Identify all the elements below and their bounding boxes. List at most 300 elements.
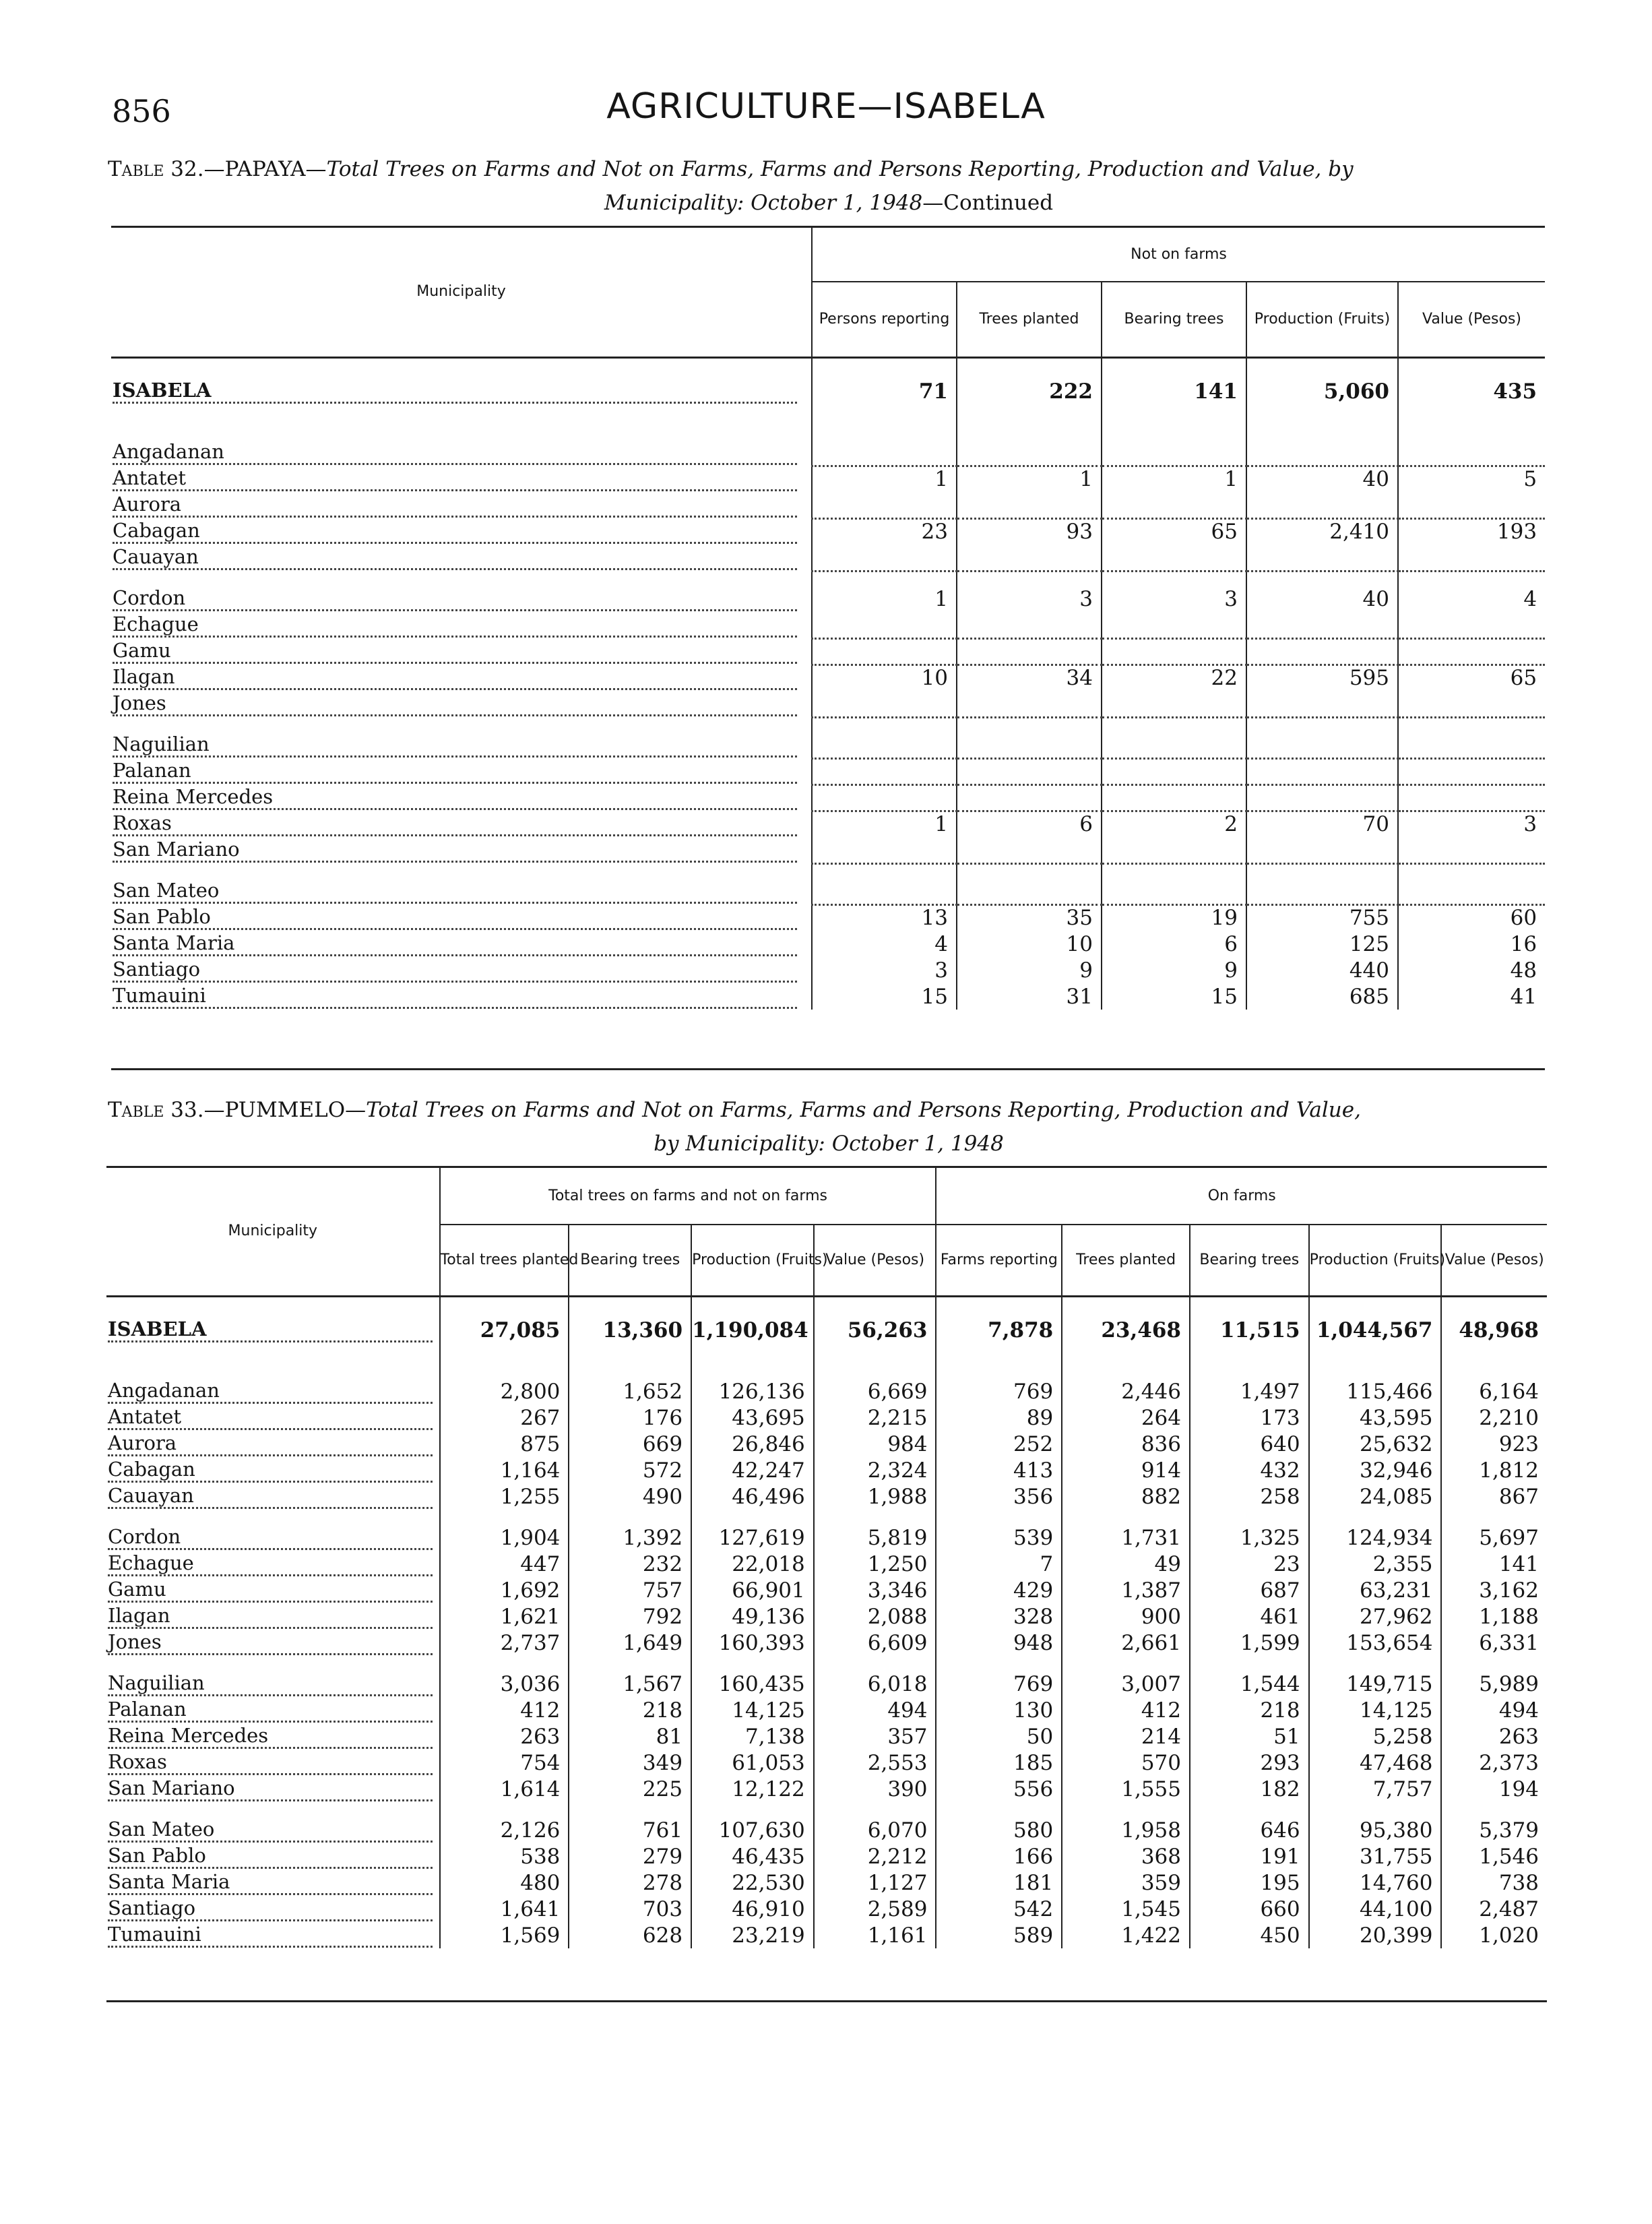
- table33-cell: 480: [440, 1870, 569, 1896]
- table33-cell: 1,161: [814, 1922, 936, 1948]
- table33-cell: 1,127: [814, 1870, 936, 1896]
- table33-cell: 214: [1062, 1723, 1190, 1750]
- table33-cell: 703: [569, 1896, 691, 1922]
- table32-cell: 40: [1246, 571, 1398, 612]
- table32-cell: [1398, 717, 1545, 758]
- table32-cell: [1246, 758, 1398, 784]
- table32-cell: 41: [1398, 983, 1545, 1010]
- table33-cell: 27,085: [440, 1296, 569, 1363]
- table33-municipality-name: Cauayan: [108, 1484, 433, 1509]
- table33-municipality-name: Roxas: [108, 1750, 433, 1775]
- table32-cell: [957, 784, 1102, 811]
- table33-row: [106, 1656, 1547, 1697]
- table32-cell: [957, 758, 1102, 784]
- table33-cell: 12,122: [691, 1776, 814, 1802]
- table33-cell: 14,125: [691, 1697, 814, 1723]
- table32-cell: 6: [1102, 931, 1246, 957]
- table33-cell: 450: [1190, 1922, 1309, 1948]
- table33-cell: 5,258: [1309, 1723, 1442, 1750]
- table33-cell: 6,609: [814, 1630, 936, 1656]
- table32-cell: [812, 612, 957, 638]
- table33-cell: 589: [936, 1922, 1062, 1948]
- table32-row: [111, 691, 1545, 717]
- table32-row: [111, 545, 1545, 571]
- table33-cell: 1,497: [1190, 1363, 1309, 1404]
- table32-municipality-name: Reina Mercedes: [113, 785, 797, 810]
- table32-municipality-name: Naguilian: [113, 733, 797, 758]
- table33-row: [106, 1483, 1547, 1510]
- table33-cell: 2,373: [1441, 1750, 1547, 1776]
- table32-cell: 595: [1246, 665, 1398, 691]
- table32-title-suffix: —Continued: [922, 191, 1054, 215]
- table32-cell: [1246, 863, 1398, 904]
- table33-cell: 2,800: [440, 1363, 569, 1404]
- table32-cell: [1102, 638, 1246, 665]
- table33-cell: 359: [1062, 1870, 1190, 1896]
- table33-cell: 490: [569, 1483, 691, 1510]
- table32-title-lead: —PAPAYA—: [203, 157, 327, 181]
- table32-cell: 9: [1102, 957, 1246, 983]
- table33-cell: 141: [1441, 1551, 1547, 1577]
- table32-cell: 3: [1398, 811, 1545, 837]
- table33-cell: 6,331: [1441, 1630, 1547, 1656]
- table33-cell: 1,988: [814, 1483, 936, 1510]
- table32-cell: 10: [812, 665, 957, 691]
- table33-cell: 182: [1190, 1776, 1309, 1802]
- table33-cell: 572: [569, 1457, 691, 1483]
- table32-municipality-name: San Pablo: [113, 905, 797, 930]
- table32-cell: [1398, 545, 1545, 571]
- table33-row: [106, 1404, 1547, 1431]
- table33-cell: 95,380: [1309, 1802, 1442, 1843]
- table33-cell: 769: [936, 1656, 1062, 1697]
- table32-cell: [1246, 638, 1398, 665]
- table32-row: [111, 571, 1545, 612]
- table33-municipality-name: Cordon: [108, 1525, 433, 1550]
- table32-row: [111, 758, 1545, 784]
- table32-row: [111, 957, 1545, 983]
- table33-cell: 1,958: [1062, 1802, 1190, 1843]
- table33-label: Table 33.: [108, 1098, 204, 1122]
- table33-municipality-name: Reina Mercedes: [108, 1724, 433, 1749]
- table32-cell: 23: [812, 518, 957, 545]
- table33-row: [106, 1697, 1547, 1723]
- table32-row: [111, 904, 1545, 931]
- table32-cell: [1246, 691, 1398, 717]
- table33-cell: 46,435: [691, 1843, 814, 1870]
- table33-row: [106, 1723, 1547, 1750]
- table33-cell: 349: [569, 1750, 691, 1776]
- table33-cell: 166: [936, 1843, 1062, 1870]
- table33-cell: 914: [1062, 1457, 1190, 1483]
- table32-municipality-name: Angadanan: [113, 440, 797, 465]
- table33-cell: 1,044,567: [1309, 1296, 1442, 1363]
- table32-cell: 93: [957, 518, 1102, 545]
- table33-cell: 2,088: [814, 1603, 936, 1630]
- table33-row: [106, 1802, 1547, 1843]
- page-number: 856: [112, 93, 171, 129]
- table32-bottom-rule: [111, 1068, 1545, 1070]
- table32-total-row: [111, 357, 1545, 425]
- table33-cell: 1,652: [569, 1363, 691, 1404]
- table32-row: [111, 518, 1545, 545]
- table33-col-header: Production (Fruits): [691, 1225, 814, 1296]
- table32-row: [111, 784, 1545, 811]
- table32-cell: 48: [1398, 957, 1545, 983]
- table33-cell: 2,324: [814, 1457, 936, 1483]
- table32-cell: 15: [812, 983, 957, 1010]
- table33-cell: 107,630: [691, 1802, 814, 1843]
- table33-cell: 1,546: [1441, 1843, 1547, 1870]
- table33-cell: 278: [569, 1870, 691, 1896]
- table33-cell: 47,468: [1309, 1750, 1442, 1776]
- table32-cell: [1398, 784, 1545, 811]
- table33-municipality-name: Aurora: [108, 1431, 433, 1456]
- table33-cell: 61,053: [691, 1750, 814, 1776]
- table33-cell: 769: [936, 1363, 1062, 1404]
- table33-cell: 42,247: [691, 1457, 814, 1483]
- table33-cell: 687: [1190, 1577, 1309, 1603]
- table32-cell: [1102, 717, 1246, 758]
- table32-cell: 13: [812, 904, 957, 931]
- table33-cell: 646: [1190, 1802, 1309, 1843]
- table33-cell: 640: [1190, 1431, 1309, 1457]
- table32-cell: 65: [1398, 665, 1545, 691]
- table32-cell: [1398, 425, 1545, 466]
- table33-cell: 1,255: [440, 1483, 569, 1510]
- table33-row: [106, 1776, 1547, 1802]
- table33-caption: [108, 1093, 1550, 1161]
- table32-cell: 60: [1398, 904, 1545, 931]
- table33-cell: 185: [936, 1750, 1062, 1776]
- table33-row: [106, 1577, 1547, 1603]
- table33-cell: 5,989: [1441, 1656, 1547, 1697]
- table33-col-header: Bearing trees: [1190, 1225, 1309, 1296]
- table32-cell: 222: [957, 357, 1102, 425]
- table33-cell: 66,901: [691, 1577, 814, 1603]
- table33-cell: 63,231: [1309, 1577, 1442, 1603]
- table33-cell: 1,250: [814, 1551, 936, 1577]
- table33-cell: 1,020: [1441, 1922, 1547, 1948]
- table33-municipality-name: ISABELA: [108, 1318, 433, 1342]
- table32-cell: [1246, 837, 1398, 863]
- table33-cell: 570: [1062, 1750, 1190, 1776]
- table33-cell: 7,138: [691, 1723, 814, 1750]
- table33-cell: 1,641: [440, 1896, 569, 1922]
- table33-cell: 232: [569, 1551, 691, 1577]
- table33-cell: 2,355: [1309, 1551, 1442, 1577]
- table33-cell: 56,263: [814, 1296, 936, 1363]
- table33-cell: 1,731: [1062, 1510, 1190, 1551]
- table32-cell: [1246, 425, 1398, 466]
- table33-cell: 556: [936, 1776, 1062, 1802]
- table33-cell: 580: [936, 1802, 1062, 1843]
- table32-group-header: Not on farms: [812, 228, 1545, 282]
- table32-cell: 35: [957, 904, 1102, 931]
- table33-cell: 757: [569, 1577, 691, 1603]
- table33-cell: 3,007: [1062, 1656, 1190, 1697]
- table32-cell: 19: [1102, 904, 1246, 931]
- table33-cell: 252: [936, 1431, 1062, 1457]
- table33-cell: 628: [569, 1922, 691, 1948]
- table32-cell: 755: [1246, 904, 1398, 931]
- table33-cell: 3,346: [814, 1577, 936, 1603]
- table33-cell: 2,215: [814, 1404, 936, 1431]
- table32-row: [111, 717, 1545, 758]
- table32-cell: [957, 717, 1102, 758]
- table32-cell: [957, 492, 1102, 518]
- table33-cell: 279: [569, 1843, 691, 1870]
- table33-cell: 368: [1062, 1843, 1190, 1870]
- table32-cell: 2: [1102, 811, 1246, 837]
- table32-cell: [1246, 612, 1398, 638]
- table32: [111, 228, 1545, 1010]
- table33-cell: 357: [814, 1723, 936, 1750]
- table32-cell: 435: [1398, 357, 1545, 425]
- table33-cell: 539: [936, 1510, 1062, 1551]
- table33-col-header: Total trees planted: [440, 1225, 569, 1296]
- table33-cell: 27,962: [1309, 1603, 1442, 1630]
- table33-cell: 2,210: [1441, 1404, 1547, 1431]
- table32-municipality-name: Jones: [113, 691, 797, 716]
- table33-municipality-name: Palanan: [108, 1698, 433, 1723]
- table33-cell: 124,934: [1309, 1510, 1442, 1551]
- table32-caption: [108, 152, 1550, 220]
- table32-municipality-name: Cauayan: [113, 545, 797, 570]
- table33-cell: 1,599: [1190, 1630, 1309, 1656]
- table32-municipality-name: Santa Maria: [113, 931, 797, 956]
- table33-cell: 356: [936, 1483, 1062, 1510]
- table32-row: [111, 983, 1545, 1010]
- table32-cell: [957, 638, 1102, 665]
- table33-cell: 160,435: [691, 1656, 814, 1697]
- table33-cell: 14,125: [1309, 1697, 1442, 1723]
- table33-row: [106, 1431, 1547, 1457]
- table32-cell: 10: [957, 931, 1102, 957]
- table33-cell: 46,496: [691, 1483, 814, 1510]
- table32-cell: [957, 691, 1102, 717]
- table33-cell: 6,164: [1441, 1363, 1547, 1404]
- table32-col-header: Bearing trees: [1102, 282, 1246, 357]
- table33-cell: 1,904: [440, 1510, 569, 1551]
- table33-row: [106, 1870, 1547, 1896]
- table32-cell: [812, 691, 957, 717]
- table33-municipality-name: Cabagan: [108, 1458, 433, 1483]
- table33-cell: 264: [1062, 1404, 1190, 1431]
- table32-row: [111, 612, 1545, 638]
- table33-municipality-name: San Mateo: [108, 1818, 433, 1843]
- table32-title-line2: Municipality: October 1, 1948: [604, 191, 923, 215]
- table33-col-header: Farms reporting: [936, 1225, 1062, 1296]
- table33-cell: 218: [1190, 1697, 1309, 1723]
- table32-cell: 34: [957, 665, 1102, 691]
- table33-cell: 6,018: [814, 1656, 936, 1697]
- table33-cell: 2,487: [1441, 1896, 1547, 1922]
- table32-cell: 1: [957, 466, 1102, 492]
- table33-cell: 191: [1190, 1843, 1309, 1870]
- table33-cell: 23,468: [1062, 1296, 1190, 1363]
- table33-cell: 258: [1190, 1483, 1309, 1510]
- table32-cell: [812, 492, 957, 518]
- table32-municipality-name: Aurora: [113, 493, 797, 518]
- table33-cell: 153,654: [1309, 1630, 1442, 1656]
- table33-municipality-name: Ilagan: [108, 1604, 433, 1629]
- table32-cell: [1246, 545, 1398, 571]
- table32-row: [111, 931, 1545, 957]
- table33-cell: 160,393: [691, 1630, 814, 1656]
- table33-cell: 50: [936, 1723, 1062, 1750]
- table33-cell: 194: [1441, 1776, 1547, 1802]
- table33-cell: 984: [814, 1431, 936, 1457]
- table33-cell: 32,946: [1309, 1457, 1442, 1483]
- table33-municipality-name: Angadanan: [108, 1379, 433, 1404]
- table33-cell: 6,070: [814, 1802, 936, 1843]
- table32-cell: 685: [1246, 983, 1398, 1010]
- table33-cell: 1,567: [569, 1656, 691, 1697]
- table32-municipality-name: Palanan: [113, 759, 797, 784]
- table32-row: [111, 425, 1545, 466]
- table33-cell: 1,387: [1062, 1577, 1190, 1603]
- table33-cell: 46,910: [691, 1896, 814, 1922]
- table33-cell: 1,392: [569, 1510, 691, 1551]
- table33-cell: 44,100: [1309, 1896, 1442, 1922]
- table33-cell: 1,692: [440, 1577, 569, 1603]
- table33-cell: 923: [1441, 1431, 1547, 1457]
- table33-cell: 263: [440, 1723, 569, 1750]
- table33-municipality-header: Municipality: [106, 1168, 440, 1296]
- table33-cell: 181: [936, 1870, 1062, 1896]
- table33-cell: 1,555: [1062, 1776, 1190, 1802]
- table32-cell: 65: [1102, 518, 1246, 545]
- table32-cell: [812, 717, 957, 758]
- table32-cell: [957, 612, 1102, 638]
- table32-municipality-header: Municipality: [111, 228, 812, 357]
- table33-title-line1: Total Trees on Farms and Not on Farms, Farms and Persons Reporting, Production and Value,: [366, 1098, 1361, 1122]
- table33-col-header: Bearing trees: [569, 1225, 691, 1296]
- table33-cell: 1,621: [440, 1603, 569, 1630]
- table33-cell: 89: [936, 1404, 1062, 1431]
- table33-col-header: Production (Fruits): [1309, 1225, 1442, 1296]
- table33-cell: 1,649: [569, 1630, 691, 1656]
- table33-cell: 7,757: [1309, 1776, 1442, 1802]
- table32-cell: [1398, 691, 1545, 717]
- table32-cell: 9: [957, 957, 1102, 983]
- table33-cell: 1,614: [440, 1776, 569, 1802]
- table32-title-line1: Total Trees on Farms and Not on Farms, Farms and Persons Reporting, Production and Value, by: [326, 157, 1354, 181]
- table33-cell: 494: [1441, 1697, 1547, 1723]
- table32-cell: 5: [1398, 466, 1545, 492]
- table32-cell: 5,060: [1246, 357, 1398, 425]
- table33-municipality-name: San Mariano: [108, 1777, 433, 1801]
- table33-cell: 218: [569, 1697, 691, 1723]
- table32-cell: [1398, 612, 1545, 638]
- table33-municipality-name: Antatet: [108, 1405, 433, 1430]
- table32-municipality-name: ISABELA: [113, 379, 797, 404]
- table33: [106, 1168, 1547, 1948]
- table33-cell: 2,446: [1062, 1363, 1190, 1404]
- table33-cell: 293: [1190, 1750, 1309, 1776]
- table33-municipality-name: Santiago: [108, 1896, 433, 1921]
- table33-cell: 7: [936, 1551, 1062, 1577]
- table32-cell: 1: [812, 466, 957, 492]
- table33-cell: 836: [1062, 1431, 1190, 1457]
- table32-label: Table 32.: [108, 157, 204, 181]
- table33-cell: 5,819: [814, 1510, 936, 1551]
- table33-group-header-on-farms: On farms: [936, 1168, 1547, 1225]
- table33-cell: 2,589: [814, 1896, 936, 1922]
- table33-cell: 81: [569, 1723, 691, 1750]
- table33-row: [106, 1843, 1547, 1870]
- table32-cell: 15: [1102, 983, 1246, 1010]
- table33-cell: 24,085: [1309, 1483, 1442, 1510]
- table33-cell: 149,715: [1309, 1656, 1442, 1697]
- table33-cell: 1,422: [1062, 1922, 1190, 1948]
- table33-cell: 413: [936, 1457, 1062, 1483]
- table32-cell: [1246, 492, 1398, 518]
- table32-cell: [1246, 784, 1398, 811]
- table33-cell: 31,755: [1309, 1843, 1442, 1870]
- table32-col-header: Trees planted: [957, 282, 1102, 357]
- table33-cell: 1,544: [1190, 1656, 1309, 1697]
- table33-cell: 5,379: [1441, 1802, 1547, 1843]
- table32-cell: [812, 638, 957, 665]
- table33-cell: 5,697: [1441, 1510, 1547, 1551]
- table32-cell: 71: [812, 357, 957, 425]
- table33-cell: 328: [936, 1603, 1062, 1630]
- table33-cell: 390: [814, 1776, 936, 1802]
- table32-cell: 193: [1398, 518, 1545, 545]
- table32-municipality-name: Roxas: [113, 811, 797, 836]
- table32-row: [111, 492, 1545, 518]
- table32-cell: 1: [812, 571, 957, 612]
- table33-cell: 7,878: [936, 1296, 1062, 1363]
- table33-cell: 22,530: [691, 1870, 814, 1896]
- table33-col-header: Trees planted: [1062, 1225, 1190, 1296]
- table32-cell: [1102, 837, 1246, 863]
- table32-cell: [812, 425, 957, 466]
- table33-cell: 754: [440, 1750, 569, 1776]
- table32-cell: [812, 837, 957, 863]
- table32-cell: [1102, 612, 1246, 638]
- table33-cell: 49,136: [691, 1603, 814, 1630]
- table33-municipality-name: Echague: [108, 1551, 433, 1576]
- table33-title-line2: by Municipality: October 1, 1948: [654, 1132, 1004, 1156]
- table33-cell: 738: [1441, 1870, 1547, 1896]
- table32-cell: 31: [957, 983, 1102, 1010]
- table33-cell: 48,968: [1441, 1296, 1547, 1363]
- table32-cell: [1102, 545, 1246, 571]
- table33-cell: 1,188: [1441, 1603, 1547, 1630]
- table33-row: [106, 1363, 1547, 1404]
- table32-cell: 40: [1246, 466, 1398, 492]
- table33-cell: 26,846: [691, 1431, 814, 1457]
- table33-cell: 126,136: [691, 1363, 814, 1404]
- table32-municipality-name: San Mariano: [113, 838, 797, 863]
- table33-cell: 2,737: [440, 1630, 569, 1656]
- table32-municipality-name: Ilagan: [113, 665, 797, 690]
- table33-cell: 25,632: [1309, 1431, 1442, 1457]
- table32-cell: [1398, 837, 1545, 863]
- table33-cell: 2,553: [814, 1750, 936, 1776]
- table32-cell: [1102, 492, 1246, 518]
- running-head: AGRICULTURE—ISABELA: [606, 86, 1046, 127]
- table32-cell: 70: [1246, 811, 1398, 837]
- table32-col-header: Production (Fruits): [1246, 282, 1398, 357]
- table33-cell: 412: [440, 1697, 569, 1723]
- table33-row: [106, 1922, 1547, 1948]
- table33-cell: 461: [1190, 1603, 1309, 1630]
- table32-cell: 22: [1102, 665, 1246, 691]
